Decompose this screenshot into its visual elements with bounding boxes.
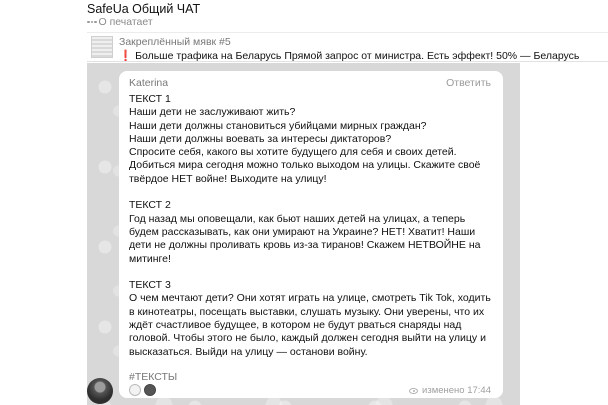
message-paragraph-2: ТЕКСТ 2 Год назад мы оповещали, как бьют наших детей на улицах, а теперь будем рассказывать, как они умирают на Украине? НЕТ! Хватит! Наши дети не должны проливать кровь из-за тиранов! Скажем НЕТВОЙНЕ на митинге!: [129, 199, 481, 265]
exclamation-icon: ❗: [119, 50, 133, 62]
message-bubble[interactable]: [119, 71, 503, 398]
reaction-avatar-icon[interactable]: [144, 384, 156, 396]
right-blank-area: [520, 63, 608, 405]
chat-messages-area[interactable]: [87, 63, 520, 405]
reaction-avatar-icon[interactable]: [129, 384, 141, 396]
typing-status: [87, 16, 153, 28]
message-meta: [409, 385, 491, 396]
chat-title: SafeUa Общий ЧАТ: [87, 2, 201, 16]
message-text: [129, 93, 497, 372]
message-paragraph-3: ТЕКСТ 3 О чем мечтают дети? Они хотят играть на улице, смотреть Tik Tok, ходить в кинотеатры, посещать выставки, слушать музыку. Они уверены, что их ждёт счастливое будущее, в котором не будут рваться снаряды над головой. Чтобы этого не было, каждый должен сегодня выйти на улицу и высказаться. Выйди на улицу — останови войну.: [129, 279, 491, 358]
typing-status-text: О печатает: [98, 16, 153, 28]
reaction-avatars[interactable]: [129, 384, 156, 396]
pinned-text-line: [119, 49, 605, 62]
eye-icon: [409, 388, 418, 394]
chat-header[interactable]: [0, 0, 608, 30]
reply-button[interactable]: Ответить: [446, 77, 491, 89]
message-edited-time: изменено 17:44: [422, 385, 491, 396]
pinned-title: Закреплённый мявк #5: [119, 36, 231, 48]
typing-dots-icon: [87, 21, 97, 24]
sender-avatar[interactable]: [87, 378, 113, 404]
pinned-text: Больше трафика на Беларусь Прямой запрос от министра. Есть эффект! 50% — Беларусь: [135, 50, 580, 62]
message-author[interactable]: Katerina: [129, 77, 169, 89]
message-paragraph-1: ТЕКСТ 1 Наши дети не заслуживают жить? Наши дети должны становиться убийцами мирных граждан? Наши дети должны воевать за интересы диктаторов? Спросите себя, какого вы хотите будущего для себя и своих детей. Добиться мира сегодня можно только выходом на улицы. Скажите своё твёрдое НЕТ войне! Выходите на улицу!: [129, 93, 481, 185]
hashtag-link[interactable]: #ТЕКСТЫ: [129, 371, 178, 383]
pinned-thumbnail: [91, 36, 113, 58]
pinned-message-bar[interactable]: [87, 32, 608, 62]
